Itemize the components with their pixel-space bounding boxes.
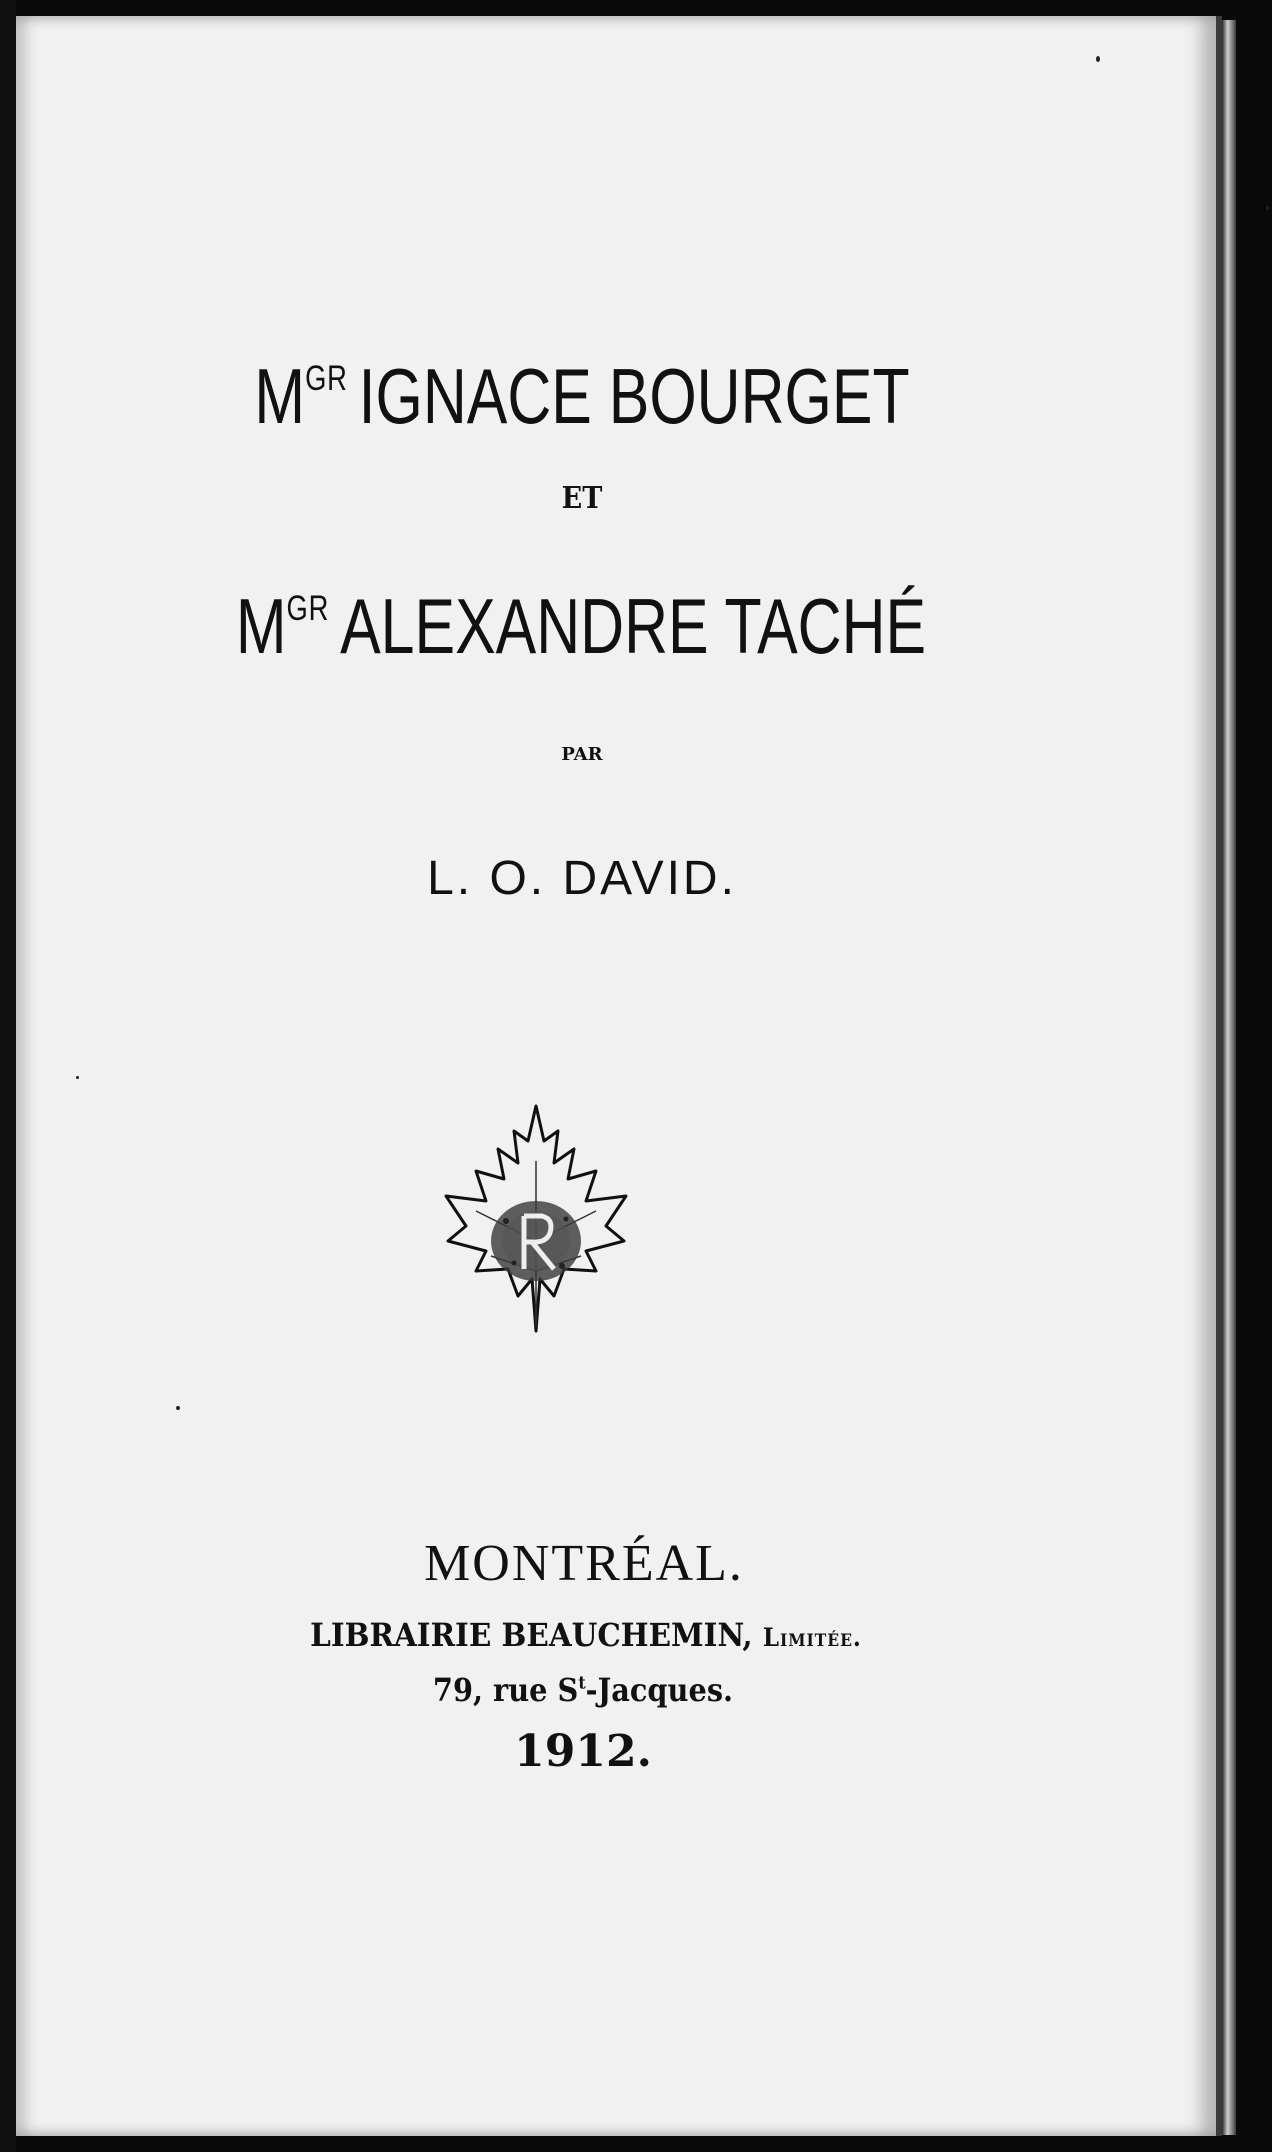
- by-label: PAR: [561, 744, 603, 765]
- scan-left-border: [0, 0, 16, 2152]
- paper-speck: [1266, 206, 1269, 210]
- title-page: [16, 16, 1222, 2136]
- publisher-suffix: Limitée.: [762, 1623, 862, 1652]
- paper-speck: [76, 1076, 79, 1079]
- honorific-superscript: GR: [286, 588, 330, 628]
- imprint-publisher: [34, 1616, 1138, 1654]
- honorific: M: [254, 352, 306, 440]
- paper-speck: [176, 1406, 180, 1410]
- paper-speck: [1096, 56, 1100, 62]
- title-line-tache: [113, 581, 1049, 672]
- address-superscript: t: [578, 1672, 586, 1694]
- imprint-year: 1912.: [514, 1726, 652, 1777]
- honorific: M: [235, 582, 287, 670]
- imprint-address: [43, 1671, 1123, 1709]
- maple-leaf-emblem-icon: [436, 1101, 636, 1336]
- subject-name-bourget: IGNACE BOURGET: [358, 352, 910, 440]
- imprint-city: MONTRÉAL.: [424, 1535, 744, 1592]
- address-street: -Jacques.: [585, 1671, 734, 1709]
- page-edge-shadow: [1222, 20, 1236, 2135]
- title-line-bourget: [114, 351, 1050, 442]
- address-number: 79, rue S: [432, 1671, 579, 1709]
- author-name: L. O. DAVID.: [427, 852, 737, 905]
- publisher-name: LIBRAIRIE BEAUCHEMIN,: [310, 1616, 753, 1654]
- conjunction: ET: [561, 481, 603, 516]
- subject-name-tache: ALEXANDRE TACHÉ: [340, 582, 927, 670]
- honorific-superscript: GR: [305, 358, 348, 398]
